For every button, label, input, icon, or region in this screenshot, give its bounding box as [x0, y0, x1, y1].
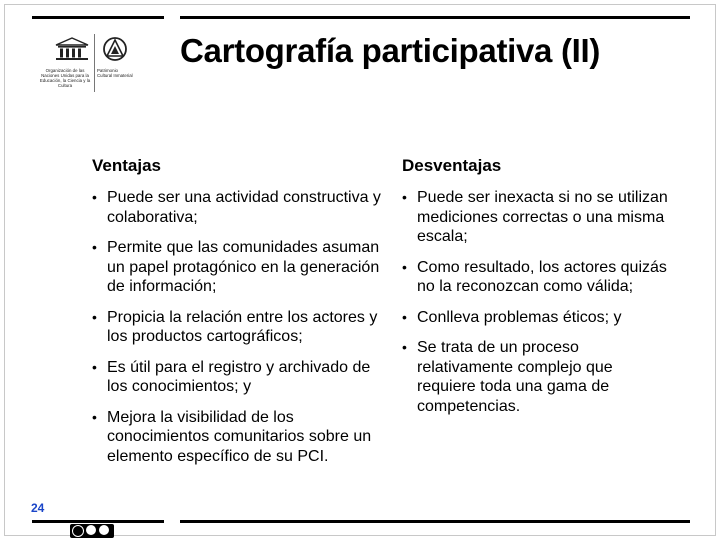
advantage-item: • Puede ser una actividad constructiva y colaborativa;	[92, 188, 386, 227]
unesco-ich-logo	[36, 30, 136, 94]
disadvantage-item: • Como resultado, los actores quizás no la reconozcan como válida;	[402, 258, 672, 297]
logo-right-text: Patrimonio Cultural Inmaterial	[97, 68, 133, 78]
advantages-list	[92, 188, 386, 477]
logo-left-text: Organización de las Naciones Unidas para la Educación, la Ciencia y la Cultura	[39, 68, 91, 88]
advantage-item: • Propicia la relación entre los actores y los productos cartográficos;	[92, 308, 386, 347]
advantage-item: • Es útil para el registro y archivado de los conocimientos; y	[92, 358, 386, 397]
bottom-rule-left	[32, 520, 164, 523]
advantages-heading: Ventajas	[92, 156, 161, 175]
page-number: 24	[31, 501, 45, 515]
top-rule-left	[32, 16, 164, 19]
slide-title: Cartografía participativa (II)	[180, 32, 601, 69]
unesco-temple-icon	[52, 36, 92, 62]
disadvantages-list	[402, 188, 672, 427]
intangible-heritage-emblem-icon	[100, 36, 130, 62]
disadvantage-item: • Puede ser inexacta si no se utilizan mediciones correctas o una misma escala;	[402, 188, 672, 247]
disadvantage-item: • Conlleva problemas éticos; y	[402, 308, 672, 328]
advantage-item: • Mejora la visibilidad de los conocimientos comunitarios sobre un elemento específico de su PCI.	[92, 408, 386, 467]
bottom-rule-right	[180, 520, 690, 523]
creative-commons-badge-icon	[70, 524, 114, 538]
top-rule-right	[180, 16, 690, 19]
disadvantage-item: • Se trata de un proceso relativamente complejo que requiere toda una gama de competencias.	[402, 338, 672, 416]
disadvantages-heading: Desventajas	[402, 156, 502, 175]
advantage-item: • Permite que las comunidades asuman un papel protagónico en la generación de información;	[92, 238, 386, 297]
logo-divider	[94, 34, 95, 92]
